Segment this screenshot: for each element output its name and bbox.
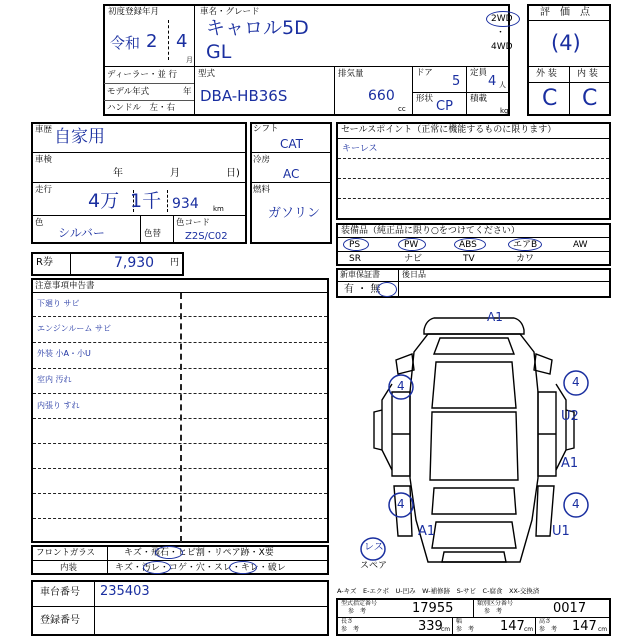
notes-title: 注意事項申告書: [35, 281, 95, 291]
color-swap-label: 色替: [144, 229, 162, 239]
displacement-unit: cc: [398, 105, 406, 113]
inspection-month-label: 月: [170, 168, 180, 179]
color-value: シルバー: [58, 226, 105, 240]
length-value: 339: [418, 619, 443, 634]
height-label: 高さ: [539, 618, 552, 625]
equipment-title: 装備品（純正品に限り○をつけてください）: [341, 226, 520, 236]
interior-value: C: [582, 86, 598, 111]
width-label: 幅: [456, 618, 463, 625]
capacity-label: 定員: [470, 68, 488, 78]
equip-tv: TV: [463, 254, 475, 264]
sales-point-box: [336, 122, 611, 220]
era-value: 令和: [110, 34, 141, 52]
color-label: 色: [35, 218, 44, 228]
body-label: 形状: [416, 94, 434, 104]
equip-navi: ナビ: [404, 254, 423, 264]
reg-year-value: 2: [146, 31, 158, 52]
note-item: エンジンルーム サビ: [37, 324, 111, 333]
recycle-label: R券: [36, 257, 53, 268]
displacement-label: 排気量: [338, 69, 364, 79]
load-unit: kg: [500, 107, 509, 115]
retrofit-label: 後日品: [402, 270, 426, 279]
mileage-man: 4万: [88, 190, 120, 212]
damage-right-upper: U2: [561, 409, 579, 424]
front-glass-label: フロントガラス: [36, 548, 95, 558]
sales-point-item: キーレス: [342, 144, 378, 154]
length-unit: cm: [441, 626, 451, 633]
drive-dot: ・: [496, 28, 506, 38]
model-code-value: DBA-HB36S: [200, 87, 288, 105]
recycle-box: [31, 252, 184, 276]
note-item: 内張り すれ: [37, 401, 80, 410]
spare-mark: レス: [364, 542, 384, 553]
interior-dirt-circle: [143, 561, 171, 574]
dealer-label: ディーラー・並 行: [107, 70, 178, 80]
shift-value: CAT: [280, 137, 303, 151]
ac-label: 冷房: [253, 155, 271, 165]
type-designation-label: 型式指定番号: [341, 600, 378, 607]
damage-top: A1: [487, 310, 503, 324]
category-label: 類別区分番号: [477, 600, 514, 607]
shift-label: シフト: [253, 124, 279, 134]
fuel-label: 燃料: [253, 185, 271, 195]
inspection-year-label: 年: [113, 168, 123, 179]
ac-value: AC: [283, 167, 300, 181]
length-label: 長さ: [341, 618, 354, 625]
mileage-rest: 934: [172, 196, 199, 212]
type-designation-value: 17955: [412, 601, 454, 616]
category-value: 0017: [553, 601, 587, 616]
equip-sr: SR: [349, 254, 361, 264]
warranty-label: 新車保証書: [340, 270, 380, 279]
fuel-value: ガソリン: [268, 206, 321, 221]
type-designation-sub: 参 考: [348, 608, 367, 615]
mileage-unit: km: [213, 205, 224, 213]
doors-value: 5: [452, 74, 461, 89]
type-label: 型式: [198, 69, 216, 79]
tire-fr: 4: [572, 375, 580, 389]
score-value: (4): [551, 31, 581, 55]
width-unit: cm: [524, 626, 534, 633]
sales-point-title: セールスポイント（正常に機能するものに限ります）: [341, 125, 557, 135]
height-value: 147: [572, 619, 597, 634]
first-reg-label: 初度登録年月: [108, 7, 160, 17]
equip-leather: カワ: [516, 254, 535, 264]
capacity-value: 4: [488, 74, 497, 89]
warranty-value: 有 ・ 無: [344, 284, 381, 295]
inspection-label: 車検: [35, 155, 53, 165]
height-sub: 参 考: [539, 626, 558, 633]
score-label: 評 価 点: [540, 7, 590, 18]
car-name-label: 車名・グレード: [200, 7, 260, 17]
length-sub: 参 考: [341, 626, 360, 633]
warranty-circle: [377, 282, 397, 297]
body-value: CP: [436, 99, 453, 114]
recycle-unit: 円: [170, 258, 180, 268]
tire-rr: 4: [572, 497, 580, 511]
equip-pw-circle: [398, 238, 426, 251]
doors-label: ドア: [416, 68, 433, 78]
interior-glass-label: 内装: [60, 563, 78, 573]
category-sub: 参 考: [484, 608, 503, 615]
car-name-value: キャロル5D: [206, 17, 309, 39]
note-item: 下廻り サビ: [37, 299, 80, 308]
height-unit: cm: [598, 626, 608, 633]
spare-label: スペア: [360, 561, 388, 571]
month-unit: 月: [186, 56, 193, 64]
damage-left-lower: A1: [418, 524, 436, 539]
displacement-value: 660: [368, 88, 395, 104]
drive-4wd: 4WD: [491, 42, 513, 52]
chassis-value: 235403: [100, 584, 150, 599]
interior-scuff-circle: [229, 561, 257, 574]
equip-ps-circle: [343, 238, 369, 251]
color-code-value: Z2S/C02: [185, 231, 228, 242]
front-glass-circle: [155, 546, 183, 559]
tire-rl: 4: [397, 497, 405, 511]
damage-legend: A-キズ E-エクボ U-凹み W-補修跡 S-サビ C-腐食 XX-交換済: [337, 587, 540, 595]
equip-ps: PS: [349, 240, 361, 250]
handle-label: ハンドル 左・右: [107, 103, 176, 113]
usage-label: 車歴: [35, 125, 53, 135]
damage-right-lower: U1: [552, 524, 570, 539]
width-sub: 参 考: [456, 626, 475, 633]
model-year-label: モデル年式: [107, 87, 150, 97]
equip-aw: AW: [573, 240, 588, 250]
width-value: 147: [500, 619, 525, 634]
capacity-unit: 人: [499, 81, 506, 89]
note-item: 室内 汚れ: [37, 375, 72, 384]
tire-fl: 4: [397, 379, 405, 393]
exterior-value: C: [542, 86, 558, 111]
reg-label: 登録番号: [40, 615, 80, 626]
mileage-label: 走行: [35, 185, 53, 195]
inspection-day-label: 日): [226, 168, 240, 179]
chassis-label: 車台番号: [40, 587, 80, 598]
mileage-sen: 1千: [130, 190, 162, 212]
exterior-label: 外 装: [536, 69, 557, 79]
equip-airbag-circle: [508, 238, 542, 251]
reg-month-value: 4: [176, 31, 188, 52]
model-year-unit: 年: [183, 87, 192, 97]
interior-label: 内 装: [577, 69, 598, 79]
front-glass-value: キズ・飛石・ヒビ割・リペア跡・X要: [124, 548, 274, 558]
usage-value: 自家用: [54, 127, 105, 147]
note-item: 外装 小A・小U: [37, 349, 91, 358]
drive-2wd: 2WD: [491, 14, 513, 24]
load-label: 積載: [470, 94, 488, 104]
recycle-value: 7,930: [114, 255, 155, 271]
equip-abs: ABS: [459, 240, 477, 250]
equip-abs-circle: [454, 238, 486, 251]
equip-pw: PW: [404, 240, 419, 250]
equip-airbag: エアB: [513, 240, 538, 250]
damage-right-middle: A1: [561, 456, 579, 471]
color-code-label: 色コード: [176, 218, 211, 228]
interior-glass-value: キズ・汚レ・コゲ・穴・スレ・キレ・破レ: [115, 563, 286, 573]
grade-value: GL: [206, 41, 232, 63]
